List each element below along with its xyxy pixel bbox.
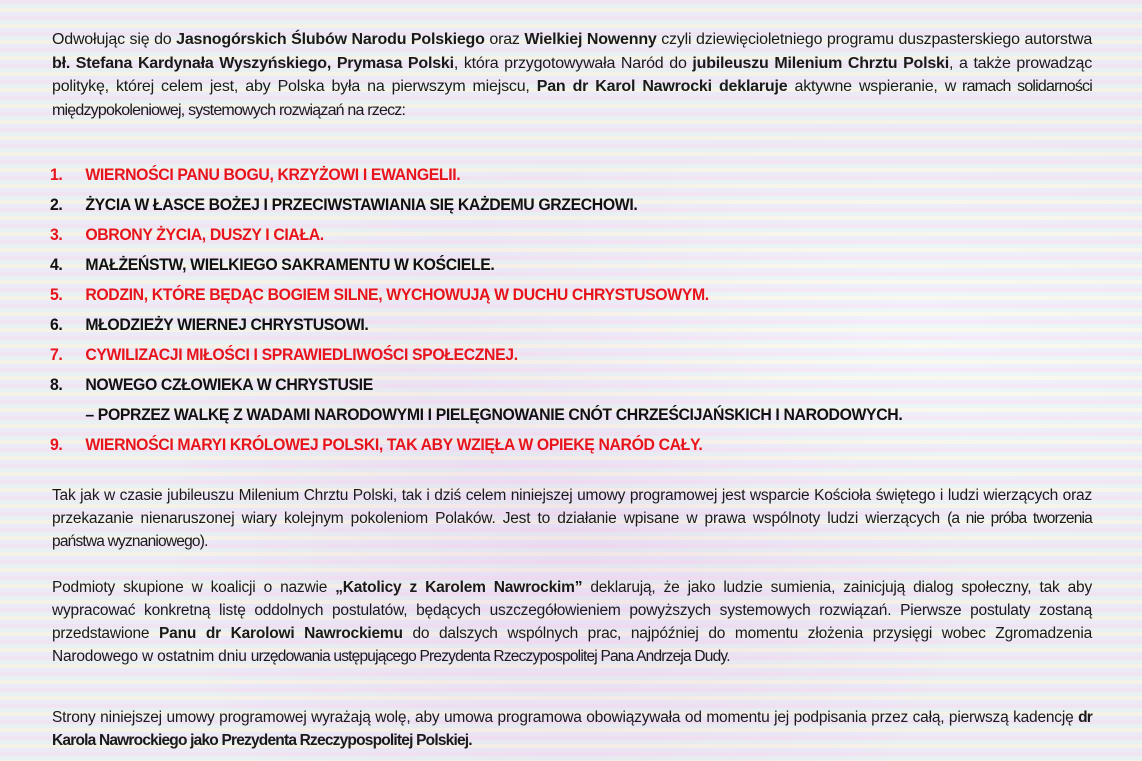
list-item-number: 7. — [50, 345, 63, 364]
intro-bold-wyszynski: bł. Stefana Kardynała Wyszyńskiego, Prymasa Polski — [52, 54, 454, 72]
p3-text-4: urzędowania ustępującego Prezydenta Rzeczypospolitej Pana Andrzeja Dudy. — [250, 648, 730, 665]
list-item-text: MŁODZIEŻY WIERNEJ CHRYSTUSOWI. — [85, 315, 369, 334]
list-item — [50, 190, 1036, 220]
commitments-list — [50, 160, 1110, 460]
list-item-number: 4. — [50, 255, 63, 274]
list-item — [50, 160, 1036, 190]
p3-text-2: deklarują, że jako ludzie sumienia, zainicjują dialog społeczny, tak aby wypracować konkretną listę oddolnych postulatów, będących uszczegółowieniem powyższych systemowych rozwiązań. Pierwsze postulaty zostaną przedstawione — [52, 579, 1092, 642]
list-item-number: 6. — [50, 315, 63, 334]
p3-text-1: Podmioty skupione w koalicji o nazwie — [52, 579, 336, 596]
list-item — [50, 430, 1036, 460]
coalition-paragraph — [52, 576, 1092, 668]
list-item-text: MAŁŻEŃSTW, WIELKIEGO SAKRAMENTU W KOŚCIELE. — [85, 255, 495, 274]
list-item — [50, 370, 1036, 400]
p3-bold-coalition-name: „Katolicy z Karolem Nawrockim” — [335, 579, 583, 596]
intro-bold-milenium: jubileuszu Milenium Chrztu Polski — [692, 54, 949, 72]
list-item-number: 5. — [50, 285, 63, 304]
list-item-text: CYWILIZACJI MIŁOŚCI I SPRAWIEDLIWOŚCI SPOŁECZNEJ. — [85, 345, 518, 364]
intro-text-4: , która przygotowywała Naród do — [453, 54, 693, 72]
list-item-text: ŻYCIA W ŁASCE BOŻEJ I PRZECIWSTAWIANIA SIĘ KAŻDEMU GRZECHOWI. — [85, 195, 638, 214]
p3-bold-nawrocki: Panu dr Karolowi Nawrockiemu — [159, 625, 403, 642]
list-item — [50, 250, 1036, 280]
p4-bold-president: dr Karola Nawrockiego jako Prezydenta Rzeczypospolitej Polskiej. — [52, 709, 1092, 749]
list-item — [50, 220, 1036, 250]
list-item-text: RODZIN, KTÓRE BĘDĄC BOGIEM SILNE, WYCHOWUJĄ W DUCHU CHRYSTUSOWYM. — [85, 285, 709, 304]
list-item-text: WIERNOŚCI PANU BOGU, KRZYŻOWI I EWANGELII. — [85, 165, 461, 184]
intro-text-1: Odwołując się do — [52, 31, 177, 48]
list-item-text: OBRONY ŻYCIA, DUSZY I CIAŁA. — [85, 225, 324, 244]
p2-text-1: Tak jak w czasie jubileuszu Milenium Chrztu Polski, tak i dziś celem niniejszej umowy programowej jest wsparcie Kościoła świętego i ludzi wierzących oraz przekazanie nienaruszonej wiary kolejnym pokoleniom Polaków. Jest to działanie wpisane w prawa wspólnoty ludzi wierzących — [52, 487, 1092, 527]
jubilee-paragraph — [52, 484, 1092, 553]
term-paragraph — [52, 706, 1092, 752]
p3-text-3: do dalszych wspólnych prac, najpóźniej do momentu złożenia przysięgi wobec Zgromadzenia Narodowego w ostatnim dniu — [52, 625, 1092, 665]
p4-text-1: Strony niniejszej umowy programowej wyrażają wolę, aby umowa programowa obowiązywała od momentu jej podpisania przez całą, pierwszą kadencję — [52, 709, 1079, 726]
list-item-number: 2. — [50, 195, 63, 214]
list-item — [50, 280, 1036, 310]
list-item — [50, 340, 1036, 370]
intro-text-3: czyli dziewięcioletniego programu duszpasterskiego autorstwa — [656, 31, 1093, 48]
p2-text-2: (a nie próba tworzenia państwa wyznaniowego). — [52, 510, 1093, 550]
intro-bold-wielka-nowenna: Wielkiej Nowenny — [524, 31, 657, 48]
list-item-continuation — [50, 400, 1036, 430]
intro-text-5: , a także prowadząc politykę, której celem jest, aby Polska była na pierwszym miejscu, — [52, 54, 1093, 95]
list-item — [50, 310, 1036, 340]
list-item-number: 3. — [50, 225, 63, 244]
list-item-number: 1. — [50, 165, 63, 184]
list-item-text: – POPRZEZ WALKĘ Z WADAMI NARODOWYMI I PIELĘGNOWANIE CNÓT CHRZEŚCIJAŃSKICH I NARODOWYCH. — [85, 405, 903, 424]
intro-bold-nawrocki: Pan dr Karol Nawrocki deklaruje — [536, 78, 788, 95]
list-item-text: WIERNOŚCI MARYI KRÓLOWEJ POLSKI, TAK ABY WZIĘŁA W OPIEKĘ NARÓD CAŁY. — [85, 435, 703, 454]
intro-text-2: oraz — [484, 31, 525, 48]
list-item-text: NOWEGO CZŁOWIEKA W CHRYSTUSIE — [85, 375, 373, 394]
list-item-number: 8. — [50, 375, 63, 394]
intro-text-6: aktywne wspieranie, — [787, 78, 945, 95]
intro-text-7: w ramach solidarności międzypokoleniowej, systemowych rozwiązań na rzecz: — [52, 78, 1093, 119]
list-item-number: 9. — [50, 435, 63, 454]
intro-bold-jasnogorskie-sluby: Jasnogórskich Ślubów Narodu Polskiego — [176, 31, 485, 48]
intro-paragraph — [52, 28, 1092, 122]
